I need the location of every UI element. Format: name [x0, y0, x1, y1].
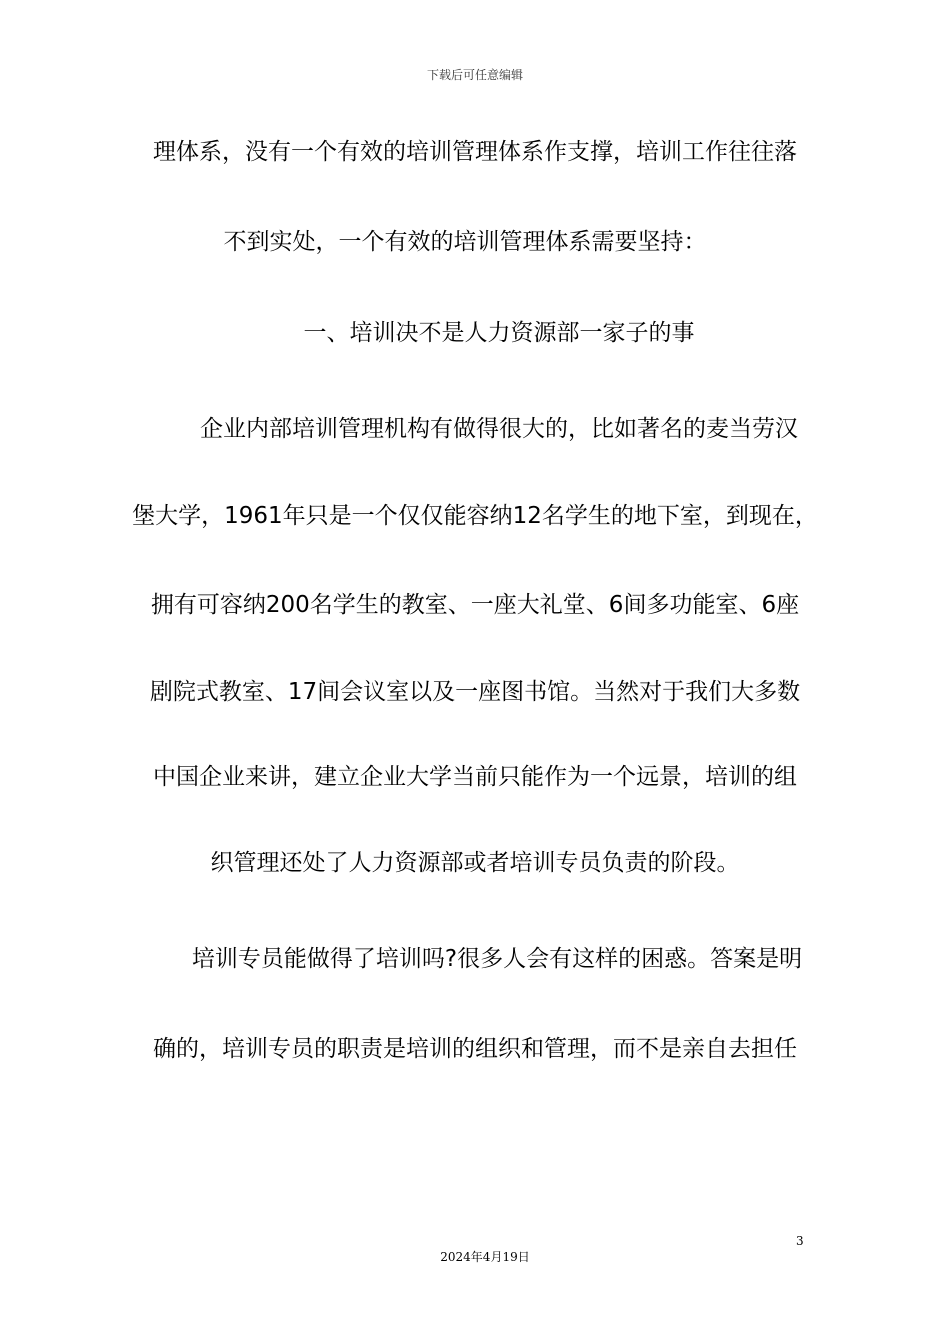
body-line: 拥有可容纳200名学生的教室、一座大礼堂、6间多功能室、6座 — [150, 592, 800, 618]
body-line: 企业内部培训管理机构有做得很大的，比如著名的麦当劳汉 — [200, 416, 798, 442]
page-number: 3 — [796, 1234, 804, 1248]
body-line: 不到实处，一个有效的培训管理体系需要坚持： — [223, 229, 707, 255]
page-header: 下载后可任意编辑 — [426, 68, 523, 82]
section-heading: 一、培训决不是人力资源部一家子的事 — [303, 320, 695, 346]
body-line: 中国企业来讲，建立企业大学当前只能作为一个远景，培训的组 — [153, 764, 797, 790]
body-line: 理体系，没有一个有效的培训管理体系作支撑，培训工作往往落 — [153, 139, 797, 165]
body-line: 确的，培训专员的职责是培训的组织和管理，而不是亲自去担任 — [153, 1036, 797, 1062]
body-line: 堡大学，1961年只是一个仅仅能容纳12名学生的地下室，到现在， — [132, 503, 818, 529]
footer-date: 2024年4月19日 — [440, 1250, 530, 1264]
body-line: 培训专员能做得了培训吗?很多人会有这样的困惑。答案是明 — [191, 946, 803, 972]
body-line: 剧院式教室、17间会议室以及一座图书馆。当然对于我们大多数 — [149, 679, 801, 705]
body-line: 织管理还处了人力资源部或者培训专员负责的阶段。 — [210, 850, 740, 876]
